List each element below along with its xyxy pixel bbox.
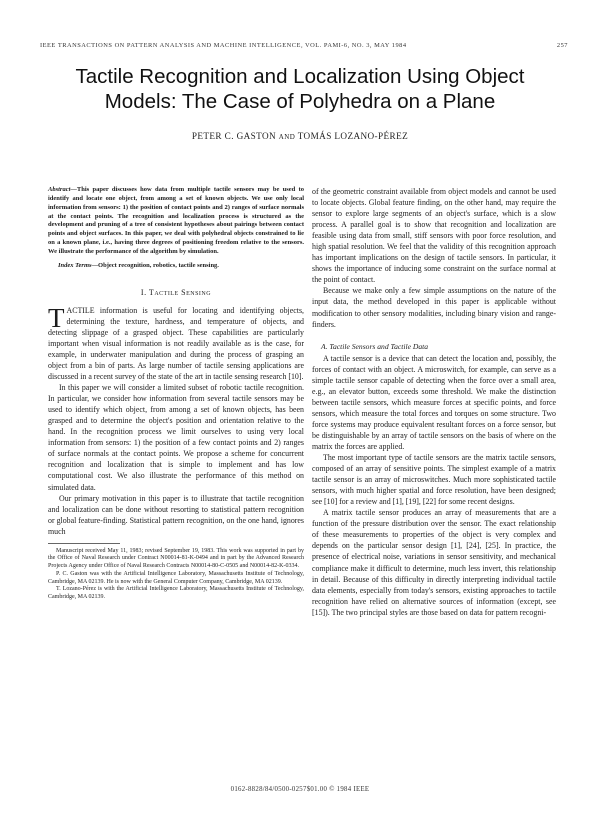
right-paragraph-5: A matrix tactile sensor produces an array of measurements that are a function of the pressure distribution over the sensor. The exact relationship of these measurements to properties of the object is very complex and depends on the particular sensor design [1], [24], [25]. In practice, the presence of electrical noise, variations in sensor sensitivity, and mechanical compliance make it difficult to determine, much less invert, this relationship in detail. Because of this difficulty in directly interpreting individual tactile data elements, especially from today's sensors, existing approaches to tactile recognition have relied on alternative sources of information (except, see [15]). The two principal styles are those based on data for pattern recogni- [312,508,556,617]
copyright-line: 0162-8828/84/0500-0257$01.00 © 1984 IEEE [230,786,370,793]
index-terms-text: Object recognition, robotics, tactile sensing. [98,261,219,269]
page-number: 257 [556,42,568,49]
footnote-gaston: P. C. Gaston was with the Artificial Intelligence Laboratory, Massachusetts Institute of Technology, Cambridge, MA 02139. He is now with the General Computer Company, Cambridge, MA 02139. [48,570,304,585]
intro-paragraph-1-text: information is useful for locating and identifying objects, determining the texture, hardness, and temperature of objects, and detecting slippage of a grasped object. These capabilities are particularly important when visual information is not readily available as is the case, for example, in underwater manipulation and during the process of grasping an object from a bin of parts. As large number of tactile sensing applications are discussed in a recent survey of the state of the art in tactile sensing research [10]. [48,305,304,382]
intro-first-word: ACTILE [66,305,95,315]
author-2: TOMÁS LOZANO-PÉREZ [297,131,409,141]
abstract-text: This paper discusses how data from multiple tactile sensors may be used to identify and locate one object, from among a set of known objects. We use only local information from sensors: 1) the position of contact points and 2) ranges of surface normals at the contact points. The recognition and localization process is structured as the development and pruning of a tree of consistent hypotheses about pairings between contact points and object surfaces. In this paper, we deal with polyhedral objects constrained to lie on a known plane, i.e., having three degrees of positioning freedom relative to the sensors. We illustrate the performance of the algorithm by simulation. [48,186,304,255]
abstract [48,186,304,257]
author-conjunction: AND [278,133,296,141]
title-line-1: Tactile Recognition and Localization Using Object [75,65,525,88]
subsection-heading: A. Tactile Sensors and Tactile Data [321,341,429,351]
footnote-manuscript: Manuscript received May 11, 1983; revised September 19, 1983. This work was supported in part by the Office of Naval Research under Contract N00014-81-K-0494 and in part by the Advanced Research Projects Agency under Office of Naval Research Contracts N00014-80-C-0505 and N00014-82-K-0334. [48,547,304,570]
right-paragraph-1: of the geometric constraint available from object models and cannot be used to locate objects. Global feature finding, on the other hand, may require the sensor to explore large segments of an object's surface, which is a slow process. A parallel goal is to show that recognition and localization are feasible using data from small, stiff sensors with poor force resolution, and high spatial resolution. We feel that the validity of this recognition approach has important implications on the design of tactile sensors. In particular, it shows the importance of inducing some constraint on the surface normal at the point of contact. [312,187,556,285]
author-1: PETER C. GASTON [191,131,277,141]
footnotes [48,548,304,602]
drop-cap: T [48,302,65,333]
abstract-lead: Abstract— [48,186,77,193]
author-line [0,131,600,141]
intro-paragraph-3: Our primary motivation in this paper is to illustrate that tactile recognition and localization can be done without resorting to statistical pattern recognition or global feature-finding. Statistical pattern recognition, on the one hand, ignores much [48,493,304,536]
footnote-rule [48,543,120,544]
paper-title [20,64,580,114]
right-paragraph-4: The most important type of tactile sensors are the matrix tactile sensors, composed of an array of sensitive points. The simplest example of a matrix tactile sensor is an array of microswitches. Much more sophisticated tactile sensors, with much higher spatial and force resolution, have been designed; see [10] for a review and [1], [19], [22] for some recent designs. [312,453,556,507]
journal-line: IEEE TRANSACTIONS ON PATTERN ANALYSIS AND MACHINE INTELLIGENCE, VOL. PAMI-6, NO. 3, MAY 1984 [40,42,407,49]
index-terms-lead: Index Terms— [58,261,99,269]
right-paragraph-2: Because we make only a few simple assumptions on the nature of the input data, the method developed in this paper is applicable without modification to other sensory modalities, including binary vision and range-finders. [312,286,556,329]
intro-paragraph-2: In this paper we will consider a limited subset of robotic tactile recognition. In particular, we consider how information from several tactile sensors may be used to identify which object, from among a set of known objects, has been grasped and to determine the object's position and orientation relative to the hand. In the recognition process we limit ourselves to using very local information from sensors: 1) the position of a few contact points and 2) ranges of surface normals at the contact points. We propose a scheme for concurrent recognition and localization that is simple to implement and has low computational cost. We also illustrate the performance of this method on simulated data. [48,383,304,492]
running-head [40,42,568,49]
title-line-2: Models: The Case of Polyhedra on a Plane [104,90,496,113]
left-column [48,186,304,602]
right-paragraph-3: A tactile sensor is a device that can detect the location and, possibly, the forces of contact with an object. A microswitch, for example, can serve as a simple tactile sensor capable of detecting when the force over a small area, e.g., an elevator button, exceeds some threshold. We make the distinction between tactile sensors, which measure forces at specific points, and force sensors, which measure the total forces and torques on some structure. Two force systems may produce equivalent resultant forces on a force sensor, but be distinguishable by an array of tactile sensors on the basis of where on the matrix the forces are applied. [312,353,556,451]
right-column [312,186,556,618]
index-terms [48,261,304,270]
section-heading: I. Tactile Sensing [140,287,212,297]
intro-paragraph-1 [48,302,304,382]
footnote-lozano-perez: T. Lozano-Pérez is with the Artificial Intelligence Laboratory, Massachusetts Institute of Technology, Cambridge, MA 02139. [48,586,304,600]
